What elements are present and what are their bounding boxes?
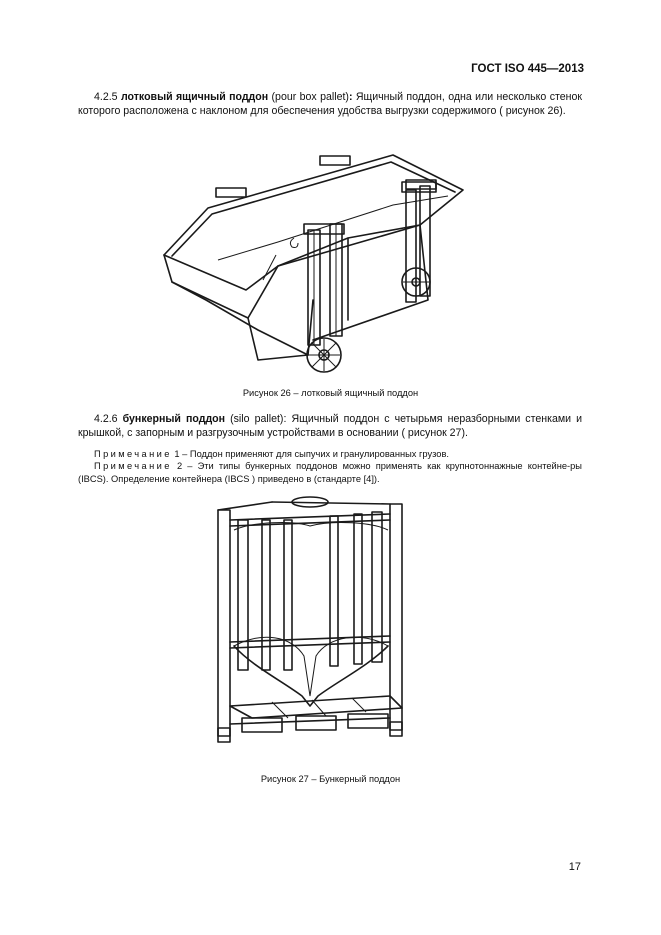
term-english: (pour box pallet) bbox=[271, 91, 349, 103]
note-label: Примечание bbox=[94, 449, 172, 459]
section-number: 4.2.6 bbox=[94, 413, 118, 425]
standard-header: ГОСТ ISO 445—2013 bbox=[471, 63, 584, 75]
note-label: Примечание bbox=[94, 461, 172, 471]
term: лотковый ящичный поддон bbox=[120, 91, 269, 103]
figure-26-caption: Рисунок 26 – лотковый ящичный поддон bbox=[242, 388, 419, 398]
note-2 bbox=[78, 460, 582, 485]
note-1 bbox=[78, 448, 582, 461]
figure-27-drawing bbox=[212, 496, 412, 756]
term: бункерный поддон bbox=[122, 413, 226, 425]
section-4-2-6 bbox=[78, 412, 582, 440]
section-number: 4.2.5 bbox=[94, 91, 118, 103]
figure-27-caption: Рисунок 27 – Бункерный поддон bbox=[260, 774, 401, 784]
definition: : Ящичный поддон с четырьмя неразборными стенками и крышкой, с запорным и разгрузочным устройствами в основании ( рисунок 27). bbox=[78, 413, 583, 439]
term-colon: : bbox=[348, 91, 353, 103]
page-number: 17 bbox=[568, 861, 581, 873]
term-english: (silo pallet) bbox=[230, 413, 284, 425]
section-4-2-5 bbox=[78, 90, 582, 118]
note-1-text: 1 – Поддон применяют для сыпучих и гранулированных грузов. bbox=[171, 449, 449, 459]
definition: Ящичный поддон, одна или несколько стенок которого расположена с наклоном для обеспечения удобства выгрузки содержимого ( рисунок 26). bbox=[78, 91, 582, 117]
note-2-text: 2 – Эти типы бункерных поддонов можно применять как крупнотоннажные контейне-ры (IBCS). Определение контейнера (IBCS ) приведено в (стандарте [4]). bbox=[78, 461, 582, 484]
figure-26-drawing bbox=[158, 150, 488, 380]
